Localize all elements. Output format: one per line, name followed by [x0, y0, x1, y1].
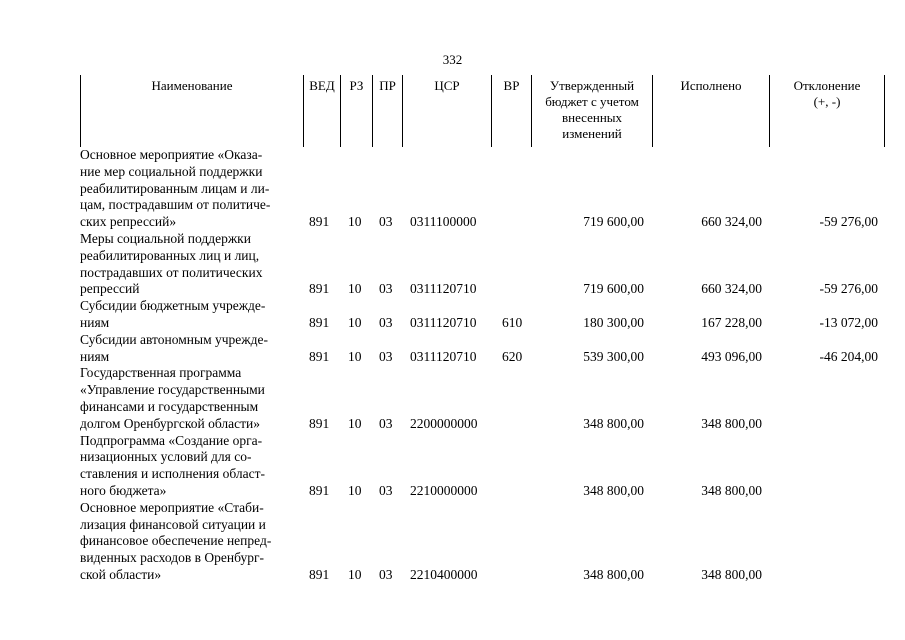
- row-name: Меры социальной поддержки реабилитированных лиц и лиц, пострадавших от политических репрессий: [80, 230, 263, 297]
- row-deviation: -59 276,00: [819, 281, 878, 297]
- header-csr: ЦСР: [403, 75, 492, 147]
- row-csr: 2200000000: [410, 415, 478, 431]
- row-budget: 348 800,00: [583, 415, 644, 431]
- row-executed: 660 324,00: [701, 214, 762, 230]
- row-csr: 0311100000: [410, 214, 477, 230]
- row-pr: 03: [379, 415, 393, 431]
- row-executed: 348 800,00: [701, 415, 762, 431]
- row-deviation: -59 276,00: [819, 214, 878, 230]
- table-row: [80, 433, 885, 500]
- row-csr: 0311120710: [410, 348, 477, 364]
- row-ved: 891: [309, 482, 330, 498]
- row-name: Субсидии бюджетным учрежде- ниям: [80, 298, 266, 330]
- row-pr: 03: [379, 566, 393, 582]
- row-pr: 03: [379, 348, 393, 364]
- header-vr: ВР: [492, 75, 532, 147]
- row-rz: 10: [348, 348, 362, 364]
- row-rz: 10: [348, 415, 362, 431]
- row-ved: 891: [309, 415, 330, 431]
- row-csr: 2210400000: [410, 566, 478, 582]
- row-executed: 493 096,00: [701, 348, 762, 364]
- row-csr: 0311120710: [410, 281, 477, 297]
- row-rz: 10: [348, 566, 362, 582]
- row-budget: 348 800,00: [583, 566, 644, 582]
- row-name: Подпрограмма «Создание орга- низационных условий для со- ставления и исполнения област- ного бюджета»: [80, 432, 266, 498]
- row-pr: 03: [379, 281, 393, 297]
- row-pr: 03: [379, 214, 393, 230]
- row-executed: 348 800,00: [701, 482, 762, 498]
- row-ved: 891: [309, 348, 330, 364]
- row-rz: 10: [348, 214, 362, 230]
- row-pr: 03: [379, 314, 393, 330]
- row-rz: 10: [348, 314, 362, 330]
- header-pr: ПР: [373, 75, 403, 147]
- row-budget: 719 600,00: [583, 281, 644, 297]
- table-row: [80, 500, 885, 584]
- header-deviation: Отклонение (+, -): [770, 75, 885, 147]
- row-executed: 348 800,00: [701, 566, 762, 582]
- table-row: [80, 365, 885, 432]
- row-name: Основное мероприятие «Оказа- ние мер социальной поддержки реабилитированным лицам и ли- цам, пострадавшим от политиче- ских репрессий»: [80, 147, 271, 230]
- row-ved: 891: [309, 566, 330, 582]
- row-deviation: -13 072,00: [819, 314, 878, 330]
- row-ved: 891: [309, 281, 330, 297]
- row-vr: 610: [502, 314, 523, 330]
- table-row: [80, 298, 885, 332]
- header-executed: Исполнено: [653, 75, 770, 147]
- row-rz: 10: [348, 281, 362, 297]
- row-rz: 10: [348, 482, 362, 498]
- table-row: [80, 147, 885, 231]
- row-name: Основное мероприятие «Стаби- лизация финансовой ситуации и финансовое обеспечение непред- виденных расходов в Оренбург- ской области»: [80, 499, 272, 582]
- header-rz: РЗ: [341, 75, 373, 147]
- header-name: Наименование: [80, 75, 304, 147]
- row-budget: 348 800,00: [583, 482, 644, 498]
- row-executed: 660 324,00: [701, 281, 762, 297]
- row-ved: 891: [309, 214, 330, 230]
- page-number: 332: [442, 52, 463, 67]
- row-csr: 2210000000: [410, 482, 478, 498]
- header-ved: ВЕД: [304, 75, 341, 147]
- row-executed: 167 228,00: [701, 314, 762, 330]
- table-row: [80, 332, 885, 366]
- row-pr: 03: [379, 482, 393, 498]
- row-csr: 0311120710: [410, 314, 477, 330]
- row-budget: 719 600,00: [583, 214, 644, 230]
- row-name: Государственная программа «Управление государственными финансами и государственным долгом Оренбургской области»: [80, 365, 265, 431]
- row-ved: 891: [309, 314, 330, 330]
- row-name: Субсидии автономным учрежде- ниям: [80, 331, 268, 364]
- table-body: [80, 147, 885, 584]
- header-budget: Утвержденный бюджет с учетом внесенных изменений: [532, 75, 653, 147]
- table-row: [80, 231, 885, 298]
- row-budget: 180 300,00: [583, 314, 644, 330]
- row-budget: 539 300,00: [583, 348, 644, 364]
- row-vr: 620: [502, 348, 523, 364]
- row-deviation: -46 204,00: [819, 348, 878, 364]
